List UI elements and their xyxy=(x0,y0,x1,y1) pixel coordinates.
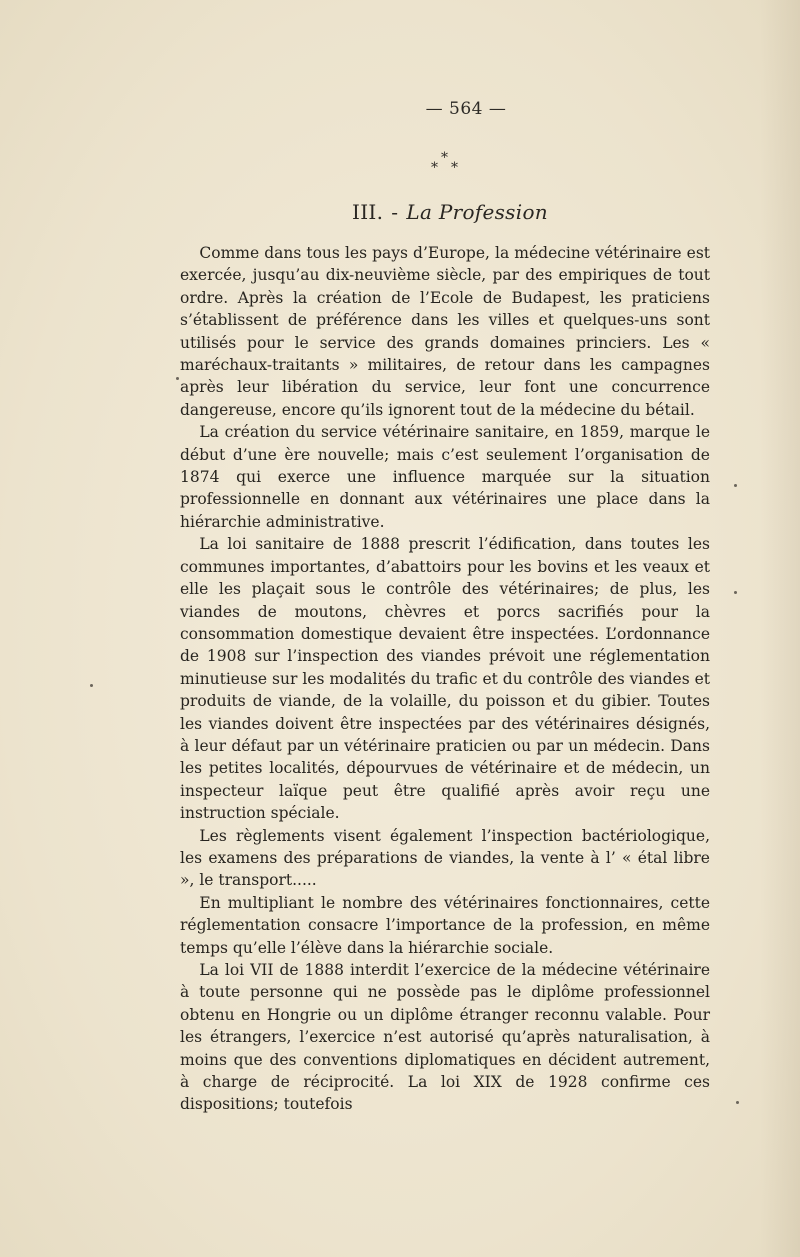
body-text xyxy=(180,242,710,1116)
section-heading xyxy=(0,200,800,224)
margin-speck xyxy=(736,1101,739,1104)
paragraph-6: La loi VII de 1888 interdit l’exercice de la médecine vétérinaire à toute personne qui ne possède pas le diplôme professionnel obtenu en Hongrie ou un diplôme étranger reconnu valable. Pour les étrangers, l’exercice n’est autorisé qu’après naturalisation, à moins que des conventions diplomatiques en décident autrement, à charge de réciprocité. La loi XIX de 1928 confirme ces dispositions; toutefois xyxy=(180,961,710,1114)
paragraph-5: En multipliant le nombre des vétérinaires fonctionnaires, cette réglementation consacre l’importance de la profession, en même temps qu’elle l’élève dans la hiérarchie sociale. xyxy=(180,893,710,957)
page-number: — 564 — xyxy=(425,99,507,119)
paragraph-1: Comme dans tous les pays d’Europe, la médecine vétérinaire est exercée, jusqu’au dix-neuvième siècle, par des empiriques de tout ordre. Après la création de l’Ecole de Budapest, les praticiens s’établissent de préférence dans les villes et quelques-uns sont utilisés pour le service des grands domaines princiers. Les « maréchaux-traitants » militaires, de retour dans les campagnes après leur libération du service, leur font une concurrence dangereuse, encore qu’ils ignorent tout de la médecine du bétail. xyxy=(180,244,710,419)
asterism-ornament xyxy=(428,150,468,180)
paragraph-2: La création du service vétérinaire sanitaire, en 1859, marque le début d’une ère nouvelle; mais c’est seulement l’organisation de 1874 qui exerce une influence marquée sur la situation professionnelle en donnant aux vétérinaires une place dans la hiérarchie administrative. xyxy=(180,423,710,531)
paragraph-3: La loi sanitaire de 1888 prescrit l’édification, dans toutes les communes importantes, d’abattoirs pour les bovins et les veaux et elle les plaçait sous le contrôle des vétérinaires; de plus, les viandes de moutons, chèvres et porcs sacrifiés pour la consommation domestique devaient être inspectées. L’ordonnance de 1908 sur l’inspection des viandes prévoit une réglementation minutieuse sur les modalités du trafic et du contrôle des viandes et produits de viande, de la volaille, du poisson et du gibier. Toutes les viandes doivent être inspectées par des vétérinaires désignés, à leur défaut par un vétérinaire praticien ou par un médecin. Dans les petites localités, dépourvues de vétérinaire et de médecin, un inspecteur laïque peut être qualifié après avoir reçu une instruction spéciale. xyxy=(180,535,710,823)
margin-speck xyxy=(734,591,737,594)
section-separator: - xyxy=(391,200,399,224)
section-title: La Profession xyxy=(406,200,548,224)
paragraph-4: Les règlements visent également l’inspection bactériologique, les examens des préparations de viandes, la vente à l’ « étal libre », le transport..... xyxy=(180,826,710,890)
asterisk-left: * xyxy=(431,160,438,176)
margin-speck xyxy=(90,684,93,687)
margin-speck xyxy=(734,484,737,487)
asterisk-right: * xyxy=(451,160,458,176)
section-number: III. xyxy=(352,200,384,224)
asterisk-top: * xyxy=(441,150,448,166)
margin-speck xyxy=(176,377,179,380)
